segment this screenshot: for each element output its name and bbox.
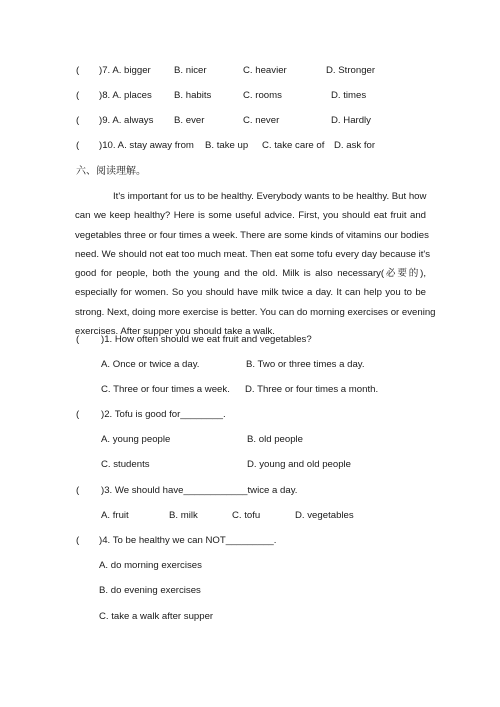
passage-line: vegetables three or four times a week. There are some kinds of vitamins our bodies bbox=[75, 229, 429, 241]
answer-paren: ( bbox=[76, 334, 80, 345]
option-d: D. vegetables bbox=[295, 510, 354, 521]
option-a: A. young people bbox=[101, 434, 171, 445]
passage-line: especially for women. So you should have milk twice a day. It can help you to be bbox=[75, 287, 426, 299]
section-heading: 六、阅读理解。 bbox=[76, 166, 146, 177]
passage-line: exercises. After supper you should take a walk. bbox=[75, 326, 275, 338]
question-stem: )2. Tofu is good for________. bbox=[101, 409, 226, 420]
answer-paren: ( bbox=[76, 409, 80, 420]
question-stem: )7. A. bigger bbox=[99, 65, 151, 76]
option-a: A. do morning exercises bbox=[99, 560, 202, 571]
option-b: B. nicer bbox=[174, 65, 207, 76]
option-c: C. never bbox=[243, 115, 280, 126]
answer-paren: ( bbox=[76, 140, 80, 151]
option-c: C. take a walk after supper bbox=[99, 611, 214, 622]
option-c: C. Three or four times a week. bbox=[101, 384, 230, 395]
passage-line: strong. Next, doing more exercise is better. You can do morning exercises or evening bbox=[75, 306, 436, 318]
option-b: B. take up bbox=[205, 140, 249, 151]
option-d: D. Hardly bbox=[331, 115, 371, 126]
option-d: D. Stronger bbox=[326, 65, 376, 76]
option-b: B. do evening exercises bbox=[99, 585, 201, 596]
question-stem: )10. A. stay away from bbox=[99, 140, 194, 151]
answer-paren: ( bbox=[76, 115, 80, 126]
answer-paren: ( bbox=[76, 90, 80, 101]
option-c: C. students bbox=[101, 459, 150, 470]
option-b: B. old people bbox=[247, 434, 304, 445]
answer-paren: ( bbox=[76, 485, 80, 496]
option-c: C. rooms bbox=[243, 90, 282, 101]
option-d: D. Three or four times a month. bbox=[245, 384, 379, 395]
option-a: A. fruit bbox=[101, 510, 129, 521]
passage-line: It's important for us to be healthy. Everybody wants to be healthy. But how bbox=[113, 191, 427, 202]
passage-line: can we keep healthy? Here is some useful advice. First, you should eat fruit and bbox=[75, 210, 426, 222]
option-c: C. tofu bbox=[232, 510, 261, 521]
answer-paren: ( bbox=[76, 535, 80, 546]
option-d: D. times bbox=[331, 90, 367, 101]
option-b: B. milk bbox=[169, 510, 198, 521]
option-b: B. habits bbox=[174, 90, 212, 101]
answer-paren: ( bbox=[76, 65, 80, 76]
reading-passage bbox=[75, 187, 436, 341]
option-c: C. heavier bbox=[243, 65, 287, 76]
option-a: A. Once or twice a day. bbox=[101, 359, 200, 370]
question-stem: )4. To be healthy we can NOT_________. bbox=[99, 535, 277, 546]
option-d: D. ask for bbox=[334, 140, 376, 151]
question-stem: )3. We should have____________twice a day. bbox=[101, 485, 298, 496]
option-c: C. take care of bbox=[262, 140, 325, 151]
question-stem: )8. A. places bbox=[99, 90, 152, 101]
option-b: B. ever bbox=[174, 115, 205, 126]
passage-line: good for people, both the young and the old. Milk is also necessary(必要的), bbox=[75, 268, 426, 280]
passage-line: need. We should not eat too much meat. Then eat some tofu every day because it's bbox=[75, 248, 431, 260]
question-stem: )1. How often should we eat fruit and vegetables? bbox=[101, 334, 312, 345]
option-b: B. Two or three times a day. bbox=[246, 359, 365, 370]
option-d: D. young and old people bbox=[247, 459, 352, 470]
question-stem: )9. A. always bbox=[99, 115, 154, 126]
